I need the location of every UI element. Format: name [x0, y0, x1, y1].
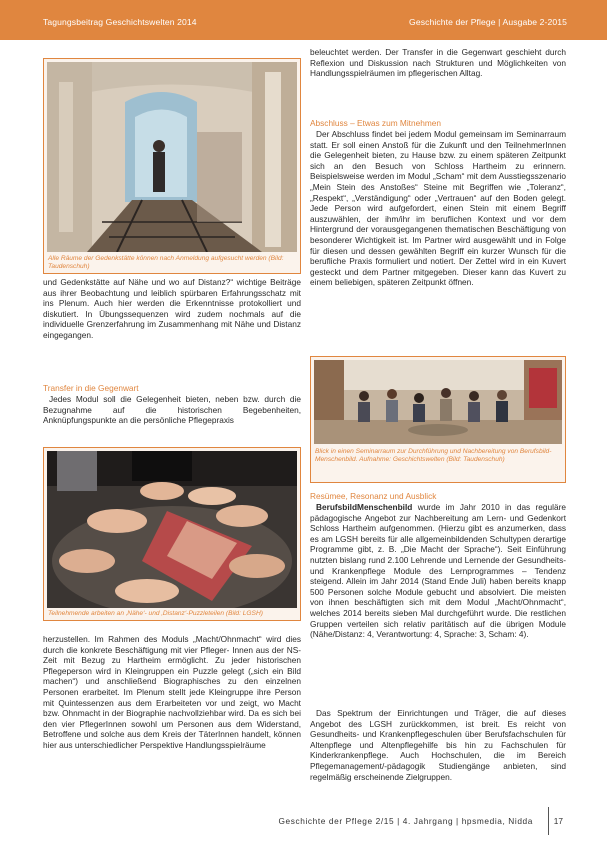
right-paragraph-3: [310, 502, 566, 640]
seminar-photo-illustration: [314, 360, 562, 444]
right-paragraph-3-body: wurde im Jahr 2010 in das reguläre pädagogische Angebot zur Nachbereitung am Lern- und Gedenkort Schloss Hartheim aufgenommen. (Hierzu gibt es anzumerken, dass es am LGSH bereits für alle allgemeinbildenden Schultypen derartige Programme gibt, z. B. „Die Macht der Sprache“). Seit Einführung nutzten bislang rund 2.100 Lehrende und Lernende der Gesundheits- und Krankenpflege Module des Lernprogrammes – Tendenz steigend. Allein im Jahr 2014 (Stand Ende Juli) haben bereits knapp 500 Personen solche Module gebucht und absolviert. Die meisten von ihnen beschäftigten sich mit dem Modul „Macht/Ohnmacht“, welches 2014 bereits sieben Mal durchgeführt wurde. Die restlichen Gruppen verteilen sich relativ paritätisch auf die übrigen Module (Nähe/Distanz: 4, Verantwortung: 4, Sprache: 3, Scham: 4).: [310, 502, 566, 640]
heading-transfer: Transfer in die Gegenwart: [43, 383, 139, 393]
footer-divider: [548, 807, 549, 835]
left-paragraph-3: herzustellen. Im Rahmen des Moduls „Macht/Ohnmacht“ wird dies durch die konkrete Beschäftigung mit vier Pfleger- Innen aus der NS-Zeit mit Bezug zu Hartheim ermöglicht. Zu jeder historischen Pflegeperson wird in Kleingruppen ein Puzzle gelegt („sich ein Bild machen“) und anschließend Biographisches zu den einzelnen Personen erarbeitet. Im Plenum stellt jede Kleingruppe ihre Person mit Quintessenzen aus dem Erarbeiteten vor und zeigt, wo Macht bzw. Ohnmacht in der Biographie nachvollziehbar wird. Da es sich bei den vier PflegerInnen sowohl um Personen aus dem Widerstand, Betroffene und solche aus dem Kreis der TäterInnen handelt, können hier aus unterschiedlicher Perspektive Handlungsspielräume: [43, 634, 301, 750]
program-name-lead: BerufsbildMenschenbild: [316, 502, 413, 512]
left-paragraph-1: und Gedenkstätte auf Nähe und wo auf Distanz?“ wichtige Beiträge aus ihrer Beobachtung und leiblich spürbaren Erfahrungsschatz mit ins Plenum. Auch hier werden die Erkenntnisse protokolliert und diskutiert. In Übungssequenzen wird zudem nochmals auf die individuelle Grenzerfahrung im Zusammenhang mit Nähe und Distanz eingegangen.: [43, 277, 301, 340]
page-footer: [0, 812, 607, 832]
puzzle-photo-illustration: [47, 451, 297, 608]
left-paragraph-2: Jedes Modul soll die Gelegenheit bieten, neben bzw. durch die Bezugnahme auf die historischen Begebenheiten, Anknüpfungspunkte an die persönliche Pflegepraxis: [43, 394, 301, 426]
footer-publication: Geschichte der Pflege 2/15 | 4. Jahrgang | hpsmedia, Nidda: [278, 816, 533, 826]
header-left-title: Tagungsbeitrag Geschichtswelten 2014: [43, 17, 197, 27]
figure-seminar-caption: Blick in einen Seminarraum zur Durchführung und Nachbereitung von Berufsbild-Menschenbild. Aufnahme: Geschichtswelten (Bild: Taudenschuh): [315, 448, 552, 464]
figure-puzzle-caption: Teilnehmende arbeiten an ‚Nähe‘- und ‚Distanz‘-Puzzleteilen (Bild: LGSH): [48, 610, 263, 617]
page-number: 17: [553, 816, 563, 826]
right-paragraph-2: Der Abschluss findet bei jedem Modul gemeinsam im Seminarraum statt. Er soll einen Anstoß für die Zukunft und den TeilnehmerInnen die Gelegenheit bieten, zu Hause bzw. zu einem späteren Zeitpunkt sich an den Besuch von Schloss Hartheim zu erinnern. Beispielsweise werden im Modul „Scham“ mit dem Ausstiegsszenario „Mein Stein des Anstoßes“ Steine mit Begriffen wie „Toleranz“, „Respekt“, „Verständigung“ oder „Vertrauen“ auf den Boden gelegt. Jede Person wird aufgefordert, einen Stein mit einem Begriff auszuwählen, der ihm/ihr im beruflichen Kontext und vor dem Hintergrund der vorausgegangenen thematischen Beschäftigung von besonderer Wichtigkeit ist. Im Partner wird ausgewählt und in Folge für diesen und dessen gewählten Begriff ein kurzer Wunsch für die berufliche Praxis formuliert und notiert. Der Zettel wird in ein Kuvert gesteckt und dem Partner mitgegeben. Dieser kann das Kuvert zu einem beliebigen, späteren Zeitpunkt öffnen.: [310, 129, 566, 288]
photo-puzzle: [47, 451, 297, 608]
heading-resuemee: Resümee, Resonanz und Ausblick: [310, 491, 437, 501]
corridor-photo-illustration: [47, 62, 297, 252]
figure-corridor-caption: Alle Räume der Gedenkstätte können nach Anmeldung aufgesucht werden (Bild: Taudenschuh): [48, 255, 284, 271]
header-bar: [0, 0, 607, 40]
photo-corridor: [47, 62, 297, 252]
photo-seminar: [314, 360, 562, 444]
right-paragraph-4: Das Spektrum der Einrichtungen und Träger, die auf dieses Angebot des LGSH zurückkommen, ist breit. Es reicht von Gesundheits- und Krankenpflegeschulen über Berufsfachschulen für Altenpflege und Altenpflegehilfe bis hin zu Fachschulen für Kinderkrankenpflege. Auch Hochschulen, die im Bereich Pflegemanagement/-pädagogik Studiengänge anbieten, sind regelmäßig erscheinende Zielgruppen.: [310, 708, 566, 782]
figure-seminar: [310, 356, 566, 483]
right-paragraph-1: beleuchtet werden. Der Transfer in die Gegenwart geschieht durch Reflexion und Diskussion nach Strukturen und Möglichkeiten von Handlungsspielräumen im pflegerischen Alltag.: [310, 47, 566, 79]
figure-corridor: [43, 58, 301, 274]
heading-abschluss: Abschluss – Etwas zum Mitnehmen: [310, 118, 441, 128]
figure-puzzle: [43, 447, 301, 621]
header-right-title: Geschichte der Pflege | Ausgabe 2-2015: [409, 17, 567, 27]
